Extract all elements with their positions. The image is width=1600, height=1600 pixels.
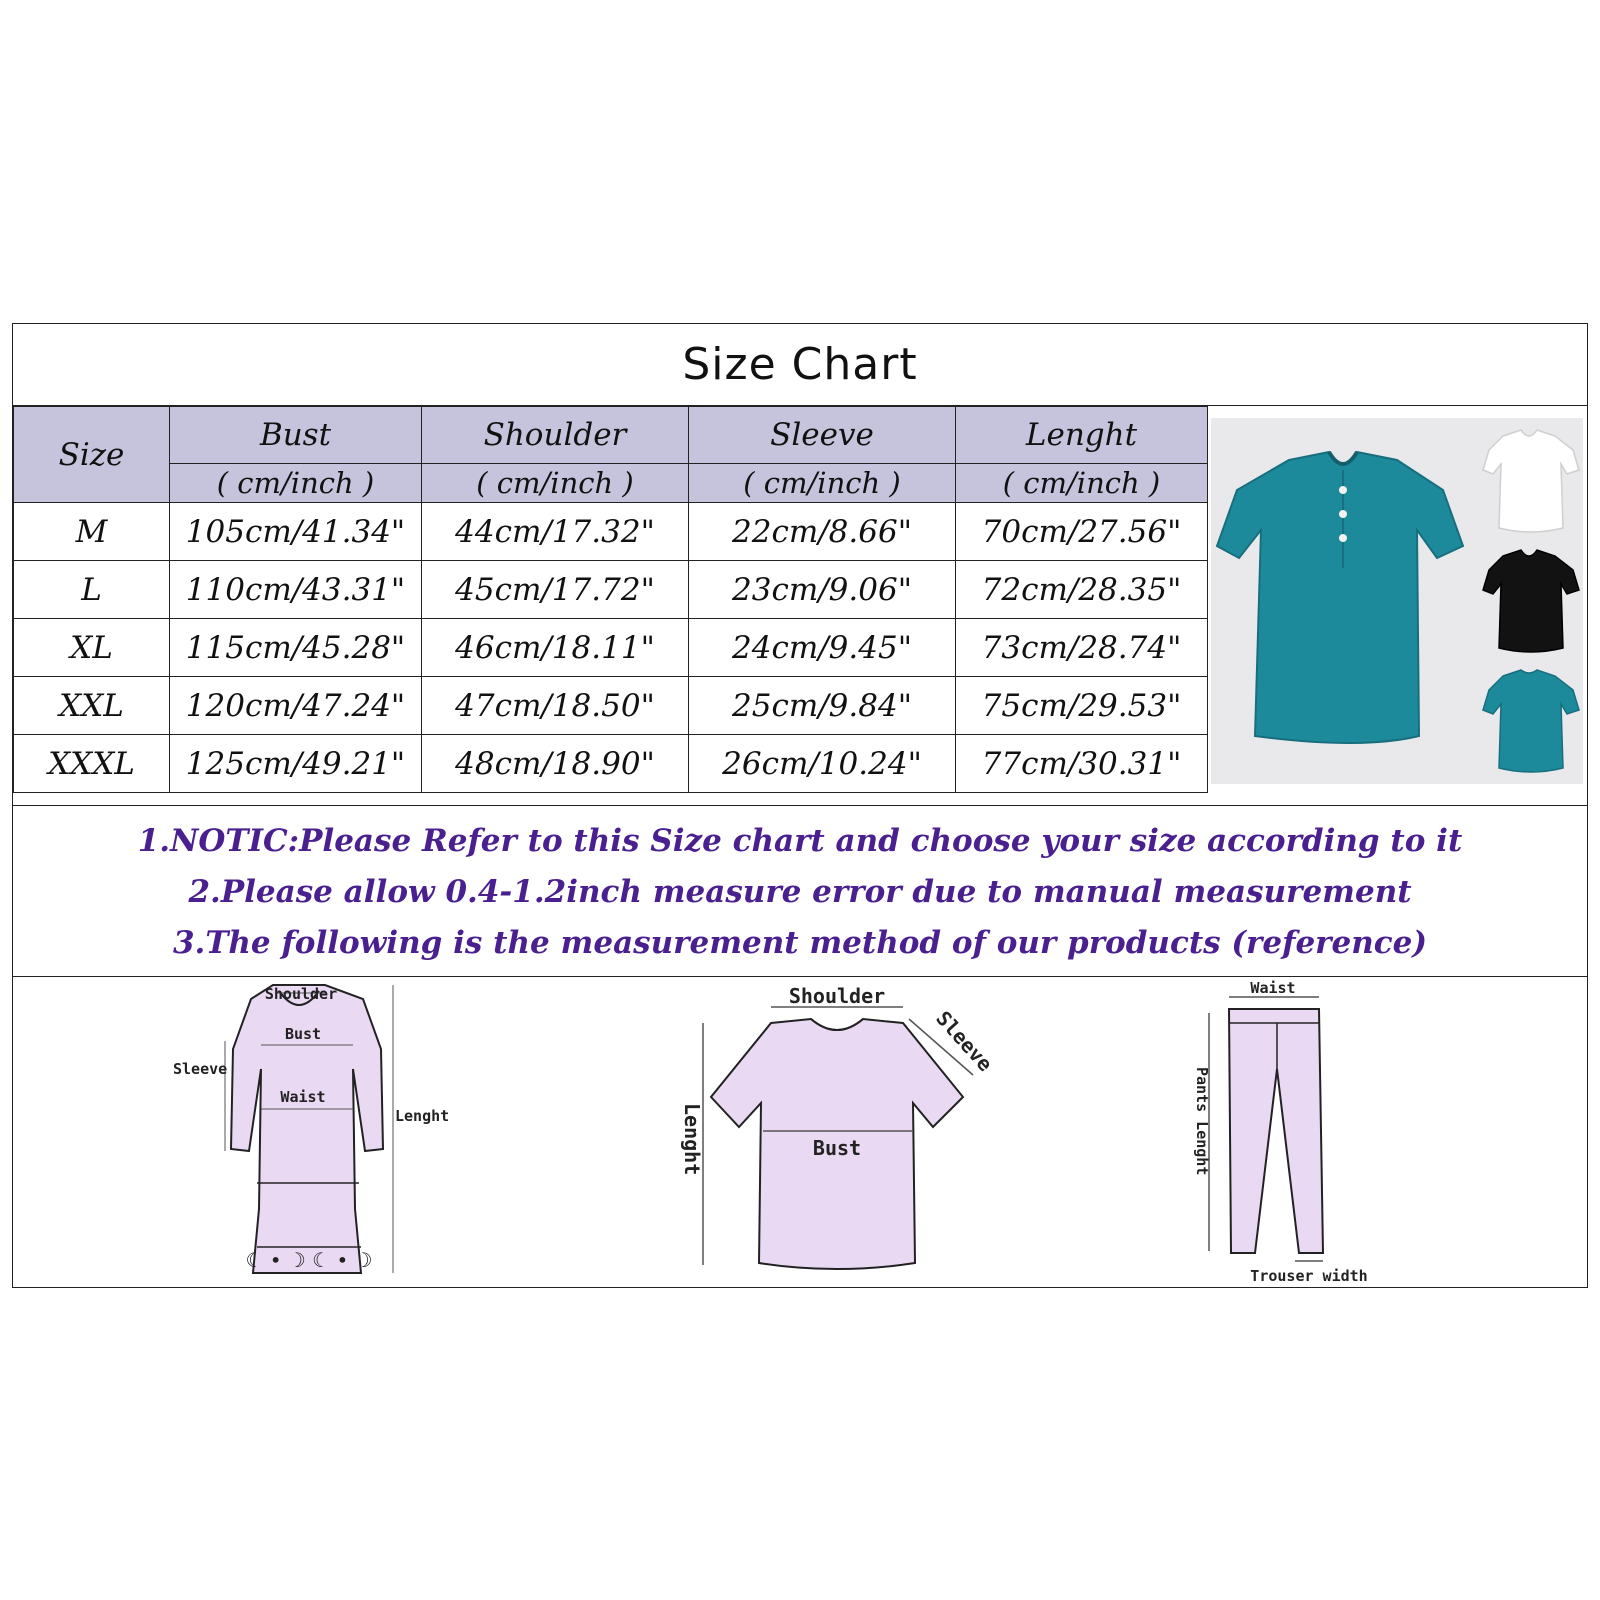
sleeve-column-header: Sleeve [689, 407, 956, 464]
dress-length-label: Lenght [395, 1107, 450, 1125]
dress-sleeve-label: Sleeve [173, 1060, 228, 1078]
shoulder-unit: ( cm/inch ) [422, 464, 689, 503]
dress-shoulder-label: Shoulder [264, 985, 338, 1003]
length-column-header: Lenght [956, 407, 1208, 464]
sleeve-cell: 26cm/10.24" [689, 735, 956, 793]
sleeve-unit: ( cm/inch ) [689, 464, 956, 503]
notes-section [13, 805, 1587, 977]
pants-measurement-diagram [1193, 979, 1393, 1284]
length-cell: 73cm/28.74" [956, 619, 1208, 677]
length-cell: 70cm/27.56" [956, 503, 1208, 561]
pants-length-label: Pants Lenght [1193, 1067, 1211, 1176]
teal-shirt-large-icon [1217, 452, 1463, 743]
dress-waist-label: Waist [280, 1088, 326, 1106]
length-unit: ( cm/inch ) [956, 464, 1208, 503]
size-cell: XXL [14, 677, 170, 735]
tshirt-length-label: Lenght [680, 1103, 704, 1176]
tshirt-shoulder-label: Shoulder [788, 984, 886, 1008]
bust-unit: ( cm/inch ) [170, 464, 422, 503]
chart-title: Size Chart [13, 324, 1587, 406]
shoulder-cell: 45cm/17.72" [422, 561, 689, 619]
teal-shirt-back-icon [1483, 670, 1579, 772]
length-cell: 77cm/30.31" [956, 735, 1208, 793]
length-cell: 72cm/28.35" [956, 561, 1208, 619]
dress-measurement-diagram [153, 979, 473, 1284]
size-chart-frame [12, 323, 1588, 1288]
sleeve-cell: 22cm/8.66" [689, 503, 956, 561]
dress-bust-label: Bust [284, 1025, 322, 1043]
bust-cell: 115cm/45.28" [170, 619, 422, 677]
table-row [14, 619, 1208, 677]
note-line: 1.NOTIC:Please Refer to this Size chart and choose your size according to it [137, 823, 1463, 859]
shoulder-cell: 44cm/17.32" [422, 503, 689, 561]
sleeve-cell: 25cm/9.84" [689, 677, 956, 735]
table-row [14, 561, 1208, 619]
size-column-header: Size [14, 407, 170, 503]
bust-column-header: Bust [170, 407, 422, 464]
table-row [14, 503, 1208, 561]
bust-cell: 105cm/41.34" [170, 503, 422, 561]
size-cell: M [14, 503, 170, 561]
tshirt-sleeve-label: Sleeve [931, 1006, 998, 1077]
black-shirt-icon [1483, 550, 1579, 652]
product-photo [1211, 418, 1583, 784]
table-row [14, 735, 1208, 793]
shoulder-cell: 46cm/18.11" [422, 619, 689, 677]
sleeve-cell: 23cm/9.06" [689, 561, 956, 619]
pants-trouser-width-label: Trouser width [1250, 1267, 1368, 1284]
svg-text:☾ • ☽ ☾ • ☽: ☾ • ☽ ☾ • ☽ [245, 1248, 373, 1272]
shoulder-cell: 47cm/18.50" [422, 677, 689, 735]
pants-icon [1229, 1009, 1323, 1253]
tshirt-measurement-diagram [673, 979, 1003, 1284]
size-cell: XXXL [14, 735, 170, 793]
length-cell: 75cm/29.53" [956, 677, 1208, 735]
bust-cell: 110cm/43.31" [170, 561, 422, 619]
shoulder-column-header: Shoulder [422, 407, 689, 464]
note-line: 3.The following is the measurement method of our products (reference) [172, 925, 1428, 961]
shoulder-cell: 48cm/18.90" [422, 735, 689, 793]
table-row [14, 677, 1208, 735]
sleeve-cell: 24cm/9.45" [689, 619, 956, 677]
size-cell: XL [14, 619, 170, 677]
tshirt-bust-label: Bust [812, 1136, 862, 1160]
white-shirt-icon [1483, 430, 1579, 532]
size-cell: L [14, 561, 170, 619]
size-table [13, 406, 1208, 793]
bust-cell: 125cm/49.21" [170, 735, 422, 793]
bust-cell: 120cm/47.24" [170, 677, 422, 735]
pants-waist-label: Waist [1250, 979, 1296, 997]
note-line: 2.Please allow 0.4-1.2inch measure error due to manual measurement [188, 874, 1412, 910]
